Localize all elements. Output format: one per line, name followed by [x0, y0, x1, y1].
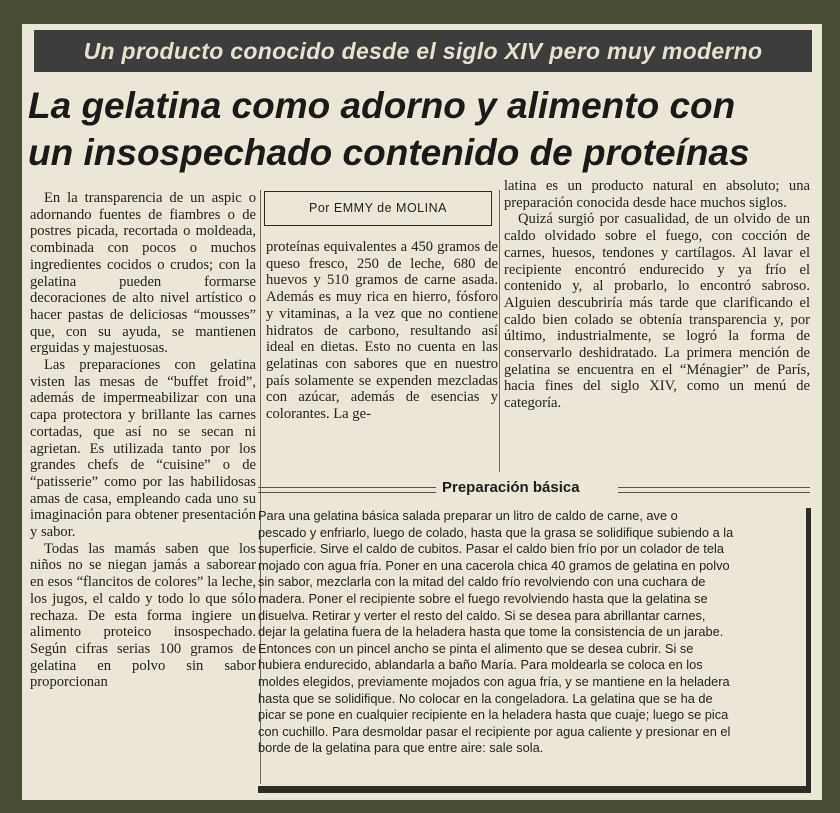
recipe-line: dejar la gelatina fuera de la heladera hasta que tome la consistencia de un jarabe.: [258, 624, 724, 640]
heading-rule: [258, 487, 436, 493]
recipe-line: con cuchillo. Para desmoldar pasar el recipiente por agua caliente y presionar en el: [258, 723, 731, 739]
recipe-line: moldes elegidos, previamente mojados con agua fría, y se mantiene en la heladera: [258, 673, 730, 689]
recipe-line: Entonces con un pincel ancho se pinta el alimento que se desea cubrir. Si se: [258, 640, 694, 656]
kicker-banner: Un producto conocido desde el siglo XIV pero muy moderno: [34, 30, 812, 72]
column-1: [30, 190, 256, 691]
paragraph: Todas las mamás saben que los niños no se niegan jamás a saborear en esos “flancitos de colores” la leche, los jugos, el caldo y todo lo que sólo rechaza. De esta forma ingiere un alimento proteico insospechado. Según cifras serias 100 gramos de gelatina en polvo sin sabor proporcionan: [30, 540, 256, 691]
section-heading: [258, 478, 810, 498]
paragraph: En la transparencia de un aspic o adornando fuentes de fiambres o de postres picada, recortada o moldeada, combinada con pocos o muchos ingredientes cocidos o crudos; con la gelatina pueden formarse decoraciones de alto nivel artístico o hacer pastas de deliciosas “mousses” que, con su ayuda, se mantienen erguidas y majestuosas.: [30, 190, 256, 357]
column-3: [504, 178, 810, 412]
recipe-line: Para una gelatina básica salada preparar un litro de caldo de carne, ave o: [258, 508, 678, 523]
recipe-line: superficie. Sirve el caldo de cubitos. Pasar el caldo bien frío por un colador de tela: [258, 541, 724, 557]
headline: [28, 82, 820, 176]
byline-box: Por EMMY de MOLINA: [264, 191, 492, 226]
box-shadow-bottom: [258, 786, 810, 793]
headline-line-2: un insospechado contenido de proteínas: [28, 132, 750, 173]
recipe-line: disuelva. Retirar y verter el resto del caldo. Si se desea para abrillantar carnes,: [258, 607, 706, 623]
paragraph: Quizá surgió por casualidad, de un olvido de un caldo olvidado sobre el fuego, con cocción de carnes, huesos, tendones y cartílagos. Al lavar el recipiente encontró endurecido y ya frío el contenido y, al probarlo, lo encontró sabroso. Alguien descubriría más tarde que clarificando el caldo bien colado se obtenía transparencia y, por último, industrialmente, se logró la forma de conservarlo deshidratado. La primera mención de gelatina se encuentra en el “Ménagier” de París, hacia fines del siglo XIV, como un menú de categoría.: [504, 211, 810, 412]
recipe-line: hubiera endurecido, ablandarla a baño María. Para moldearla se coloca en los: [258, 657, 703, 673]
recipe-line: madera. Poner el recipiente sobre el fuego revolviendo hasta que la gelatina se: [258, 590, 708, 606]
recipe-line: mojado con agua fría. Poner en una cacerola chica 40 gramos de gelatina en polvo: [258, 557, 730, 573]
heading-rule: [618, 487, 810, 493]
headline-line-1: La gelatina como adorno y alimento con: [28, 85, 736, 126]
recipe-line: pescado y enfriarlo, luego de colado, hasta que la grasa se solidifique subiendo a la: [258, 524, 734, 540]
recipe-line: hasta que se solidifique. No colocar en la congeladora. La gelatina que se ha de: [258, 690, 713, 706]
column-2: [266, 239, 498, 423]
recipe-box: [258, 508, 810, 790]
column-divider: [499, 190, 500, 472]
paragraph: proteínas equivalentes a 450 gramos de queso fresco, 250 de leche, 680 de huevos y 510 gramos de carne asada. Además es muy rica en hierro, fósforo y vitaminas, a la vez que no contiene hidratos de carbono, resultando así ideal en dietas. Esto no cuenta en las gelatinas con sabores que en nuestro país solamente se expenden mezcladas con azúcar, además de esencias y colorantes. La ge-: [266, 239, 498, 423]
paragraph: Las preparaciones con gelatina visten las mesas de “buffet froid”, además de impermeabilizar con una capa protectora y brillante las carnes cortadas, que así no se secan ni agrietan. Es utilizada tanto por los grandes chefs de “cuisine” o de “patisserie” como por las habilidosas amas de casa, empleando cada uno su imaginación para obtener presentación y sabor.: [30, 357, 256, 541]
box-shadow-right: [806, 508, 811, 793]
paragraph: latina es un producto natural en absoluto; una preparación conocida desde hace muchos siglos.: [504, 178, 810, 211]
recipe-line: picar se pone en cualquier recipiente en la heladera hasta que cuaje; luego se pica: [258, 707, 729, 723]
recipe-line: borde de la gelatina para que entre aire: sale sola.: [258, 740, 544, 756]
section-title: Preparación básica: [442, 479, 580, 496]
recipe-text: [258, 508, 810, 757]
recipe-line: sin sabor, mezclarla con la mitad del caldo frío revolviendo con una cuchara de: [258, 574, 706, 590]
